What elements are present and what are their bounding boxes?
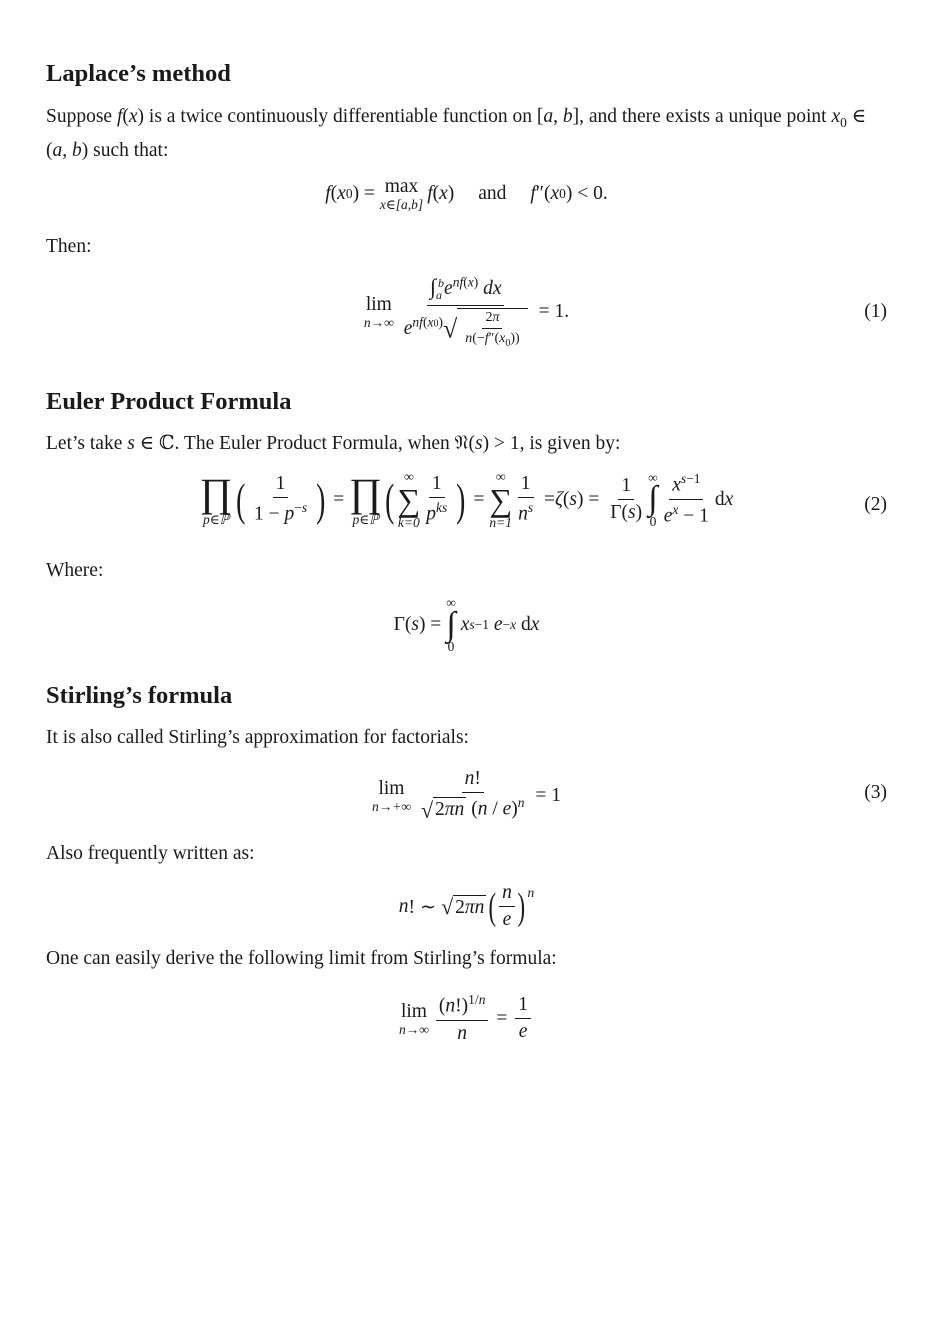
laplace-intro: Suppose f(x) is a twice continuously differentiable function on [a, b], and there exists a unique point $x_0$ ∈ (a, b) such that: xyxy=(46,106,867,161)
stirling-approx-equation: n ! ∼ √ 2πn ( $\frac{n}{e}$ ) $^n$ xyxy=(398,882,535,931)
section-heading-stirling: Stirling’s formula xyxy=(46,682,233,709)
equation-number-1: (1) xyxy=(864,301,887,322)
euler-where: Where: xyxy=(46,560,104,581)
nth-root-limit-equation: lim n→∞ $\frac{(n!)^{1/n}}{n}$ = $\frac{1}{e}$ xyxy=(0,992,933,1045)
stirling-intro: It is also called Stirling’s approximation for factorials: xyxy=(46,727,469,748)
gamma-function-equation: Γ( s ) = ∞ ∫ 0 x s−1 e −x d x xyxy=(393,595,540,655)
section-heading-euler: Euler Product Formula xyxy=(46,388,292,415)
euler-product-equation: ∏ p∈ℙ ( $\frac{1}{1 - p^{-s}}$ ) = ∏ p∈ℙ ( ∞ ∑ k=0 $\frac{1}{p^{ks}}$ ) = ∞ ∑ n=1 $\frac{1}{n^s}$ = ζ ( s ) = $\frac{1}{\Gamma(s)}$ ∞ ∫ 0 $\frac{x^{s-1}}{e^x - 1}$ d x xyxy=(199,469,734,530)
equation-number-3: (3) xyxy=(864,782,887,803)
stirling-limit-equation: lim n→+∞ $\frac{n!}{√ 2\pi n (n / e)^n}$ = 1 xyxy=(371,768,562,823)
euler-intro: Let’s take s ∈ ℂ. The Euler Product Formula, when 𝔑(s) > 1, is given by: xyxy=(46,433,621,454)
laplace-limit-equation: lim n→∞ $\int_a^be^{nf(x)}$ dx $e^{nf(x0)}√$ $\frac{2\pi}{n(-f''(x_0))}$ = 1. xyxy=(363,274,570,349)
equation-number-2: (2) xyxy=(864,494,887,515)
laplace-condition-equation: f ( x 0 ) = max x∈[a,b] f ( x ) and f ″( x 0 ) < 0. xyxy=(325,176,608,212)
stirling-derive: One can easily derive the following limit from Stirling’s formula: xyxy=(46,948,557,969)
stirling-also: Also frequently written as: xyxy=(46,843,255,864)
and-word: and xyxy=(478,182,507,204)
section-heading-laplace: Laplace’s method xyxy=(46,60,231,87)
laplace-then: Then: xyxy=(46,236,92,257)
